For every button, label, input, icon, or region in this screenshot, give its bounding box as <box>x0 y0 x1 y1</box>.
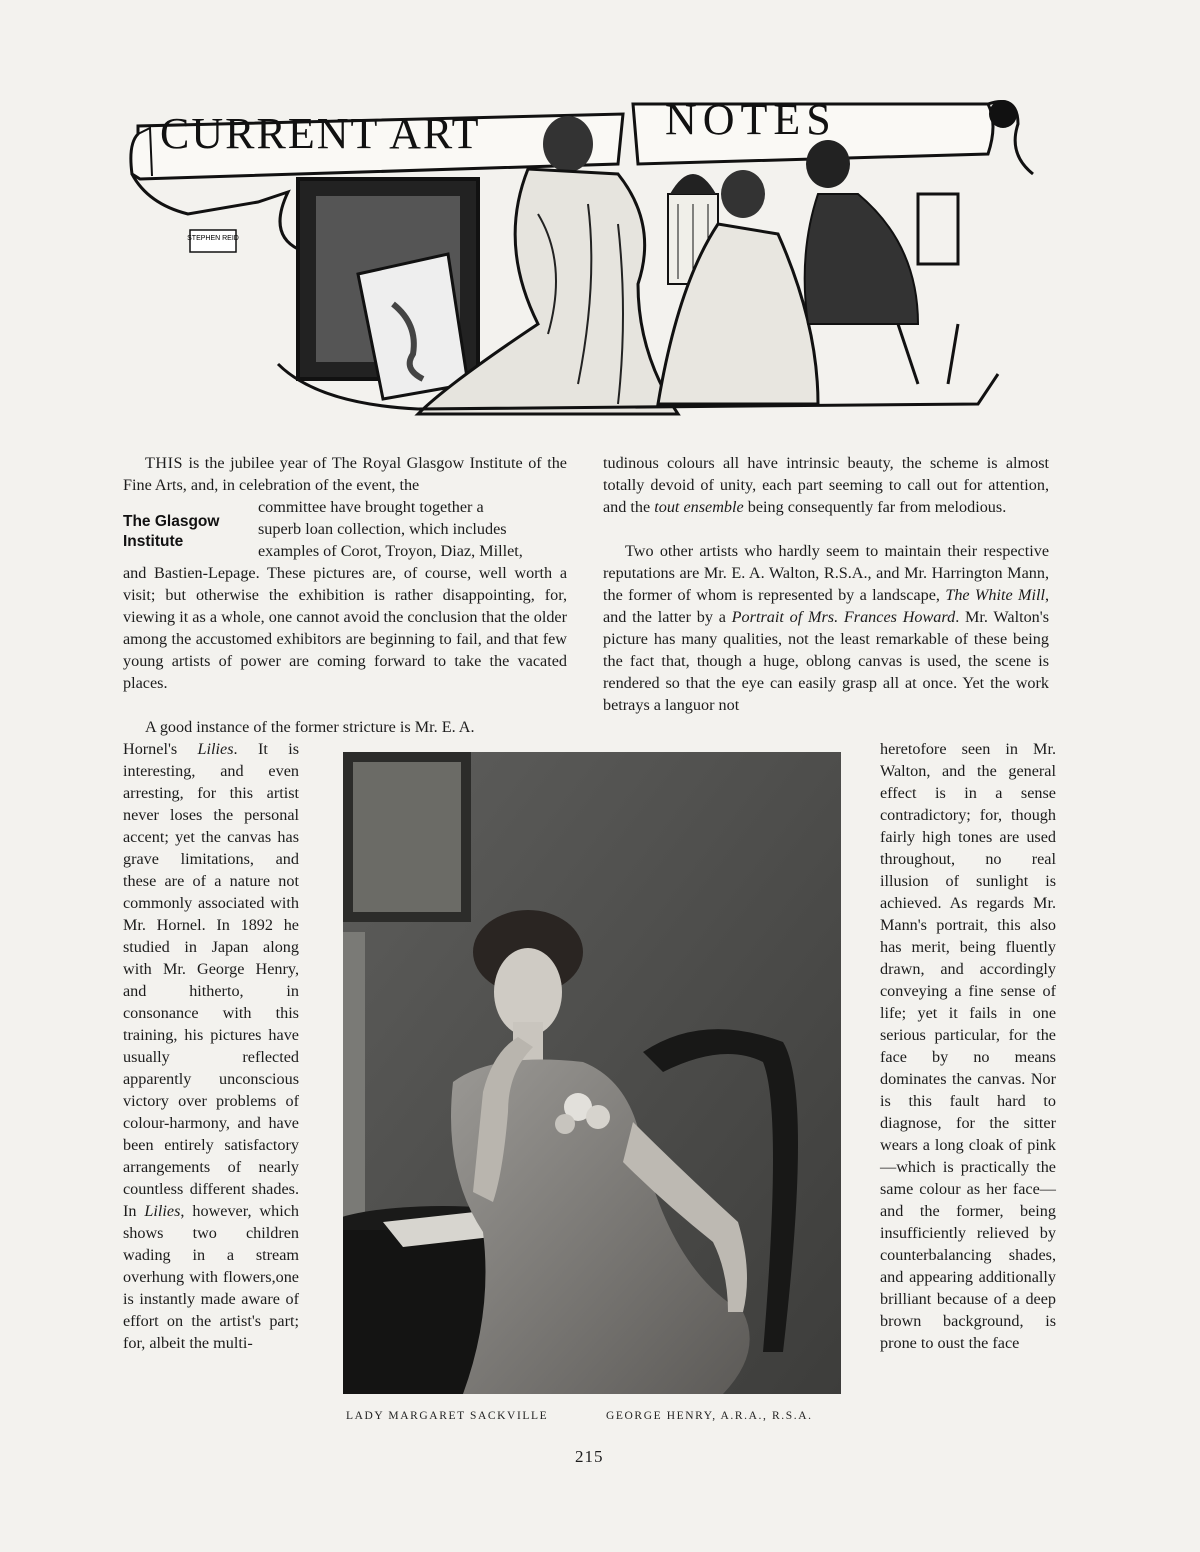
paragraph-1-inset: committee have brought together a superb loan collection, which includes examples of Corot, Troyon, Diaz, Millet, <box>258 498 523 560</box>
paragraph-1-opening: THIS is the jubilee year of The Royal Glasgow Institute of the Fine Arts, and, in celebration of the event, the <box>123 454 567 494</box>
sidebar-heading: The Glasgow Institute <box>123 513 220 550</box>
paragraph-1-continued: and Bastien-Lepage. These pictures are, of course, well worth a visit; but otherwise the exhibition is rather disappointing, for, viewing it as a whole, one cannot avoid the conclusion that the older among the accustomed exhibitors are beginning to fail, and that few young artists of power are coming forward to take the vacated places. <box>123 564 567 692</box>
paragraph-2-narrow-column: Hornel's Lilies. It is interesting, and even arresting, for this artist never loses the personal accent; yet the canvas has grave limitations, and these are of a nature not commonly associated with Mr. Hornel. In 1892 he studied in Japan along with Mr. George Henry, and hitherto, in consonance with this training, his pictures have usually reflected apparently unconscious victory over problems of colour-harmony, and have been entirely satisfactory arrangements of nearly countless different shades. In Lilies, however, which shows two children wading in a stream overhung with flowers,one is instantly made aware of effort on the artist's part; for, albeit the multi- <box>123 740 300 1352</box>
artist-signature: STEPHEN REID <box>187 235 239 242</box>
paragraph-4-narrow-column: heretofore seen in Mr. Walton, and the general effect is in a sense contradictory; for, though fairly high tones are used throughout, no real illusion of sunlight is achieved. As regards Mr. Mann's portrait, this also has merit, being fluently drawn, and accordingly conveying a fine sense of life; yet it fails in one serious particular, for the face by no means dominates the canvas. Nor is this fault hard to diagnose, for the sitter wears a long cloak of pink—which is practically the same colour as her face—and the former, being insufficiently relieved by counterbalancing shades, and appearing additionally brilliant because of a deep brown background, is prone to oust the face <box>880 740 1056 1352</box>
page-number: 215 <box>575 1447 604 1466</box>
paragraph-2-opening: A good instance of the former stricture is Mr. E. A. <box>145 718 475 736</box>
header-title-left: CURRENT ART <box>160 109 481 158</box>
figure-caption-title: LADY MARGARET SACKVILLE <box>346 1410 549 1422</box>
portrait-image <box>343 752 841 1394</box>
paragraph-3: tudinous colours all have intrinsic beauty, the scheme is almost totally devoid of unity, each part seeming to call out for attention, and the tout ensemble being consequently far from melodious. <box>603 454 1049 516</box>
figure-caption-artist: GEORGE HENRY, A.R.A., R.S.A. <box>606 1410 813 1422</box>
header-title-right: NOTES <box>665 95 837 144</box>
paragraph-4-opening: Two other artists who hardly seem to maintain their respective reputations are Mr. E. A. Walton, R.S.A., and Mr. Harrington Mann, the former of whom is represented by a landscape, The White Mill, and the latter by a Portrait of Mrs. Frances Howard. Mr. Walton's picture has many qualities, not the least remarkable of these being the fact that, though a huge, oblong canvas is used, the scene is rendered so that the eye can easily grasp all at once. Yet the work betrays a languor not <box>603 542 1050 714</box>
